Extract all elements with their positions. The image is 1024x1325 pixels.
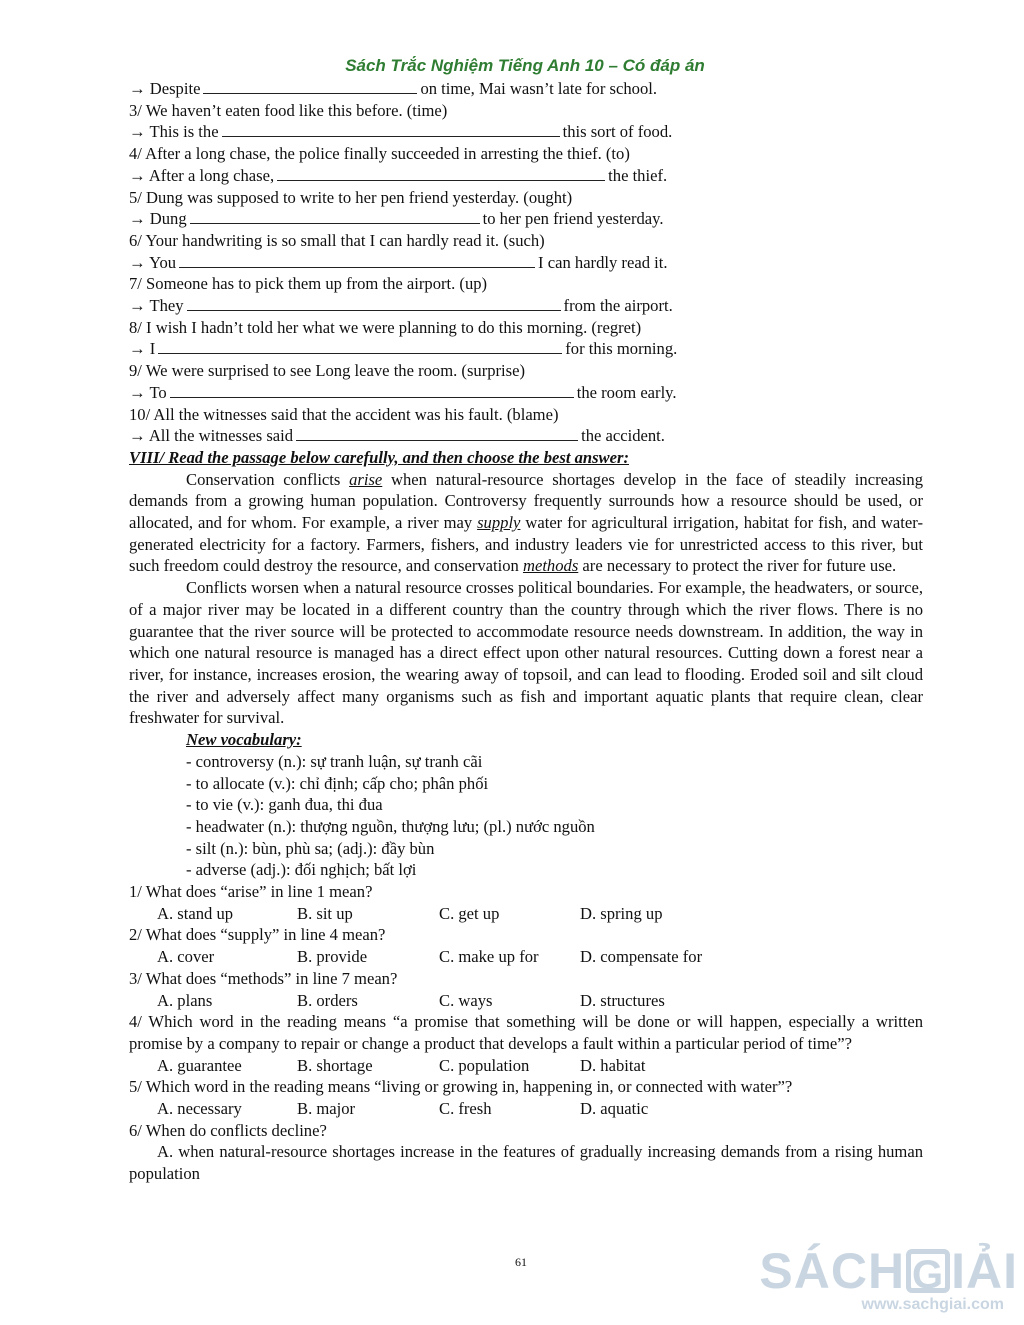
book-header: Sách Trắc Nghiệm Tiếng Anh 10 – Có đáp án <box>345 56 705 75</box>
rewrite-question: 3/ We haven’t eaten food like this before. (time) <box>129 100 448 120</box>
option-d[interactable]: D. habitat <box>580 1055 646 1075</box>
rewrite-answer-line: → Dung to her pen friend yesterday. <box>129 209 664 229</box>
keyword-methods: methods <box>522 556 579 576</box>
question-3 <box>129 968 923 1011</box>
answer-options <box>129 1098 923 1120</box>
vocab-title: New vocabulary: <box>186 730 302 750</box>
answer-blank[interactable] <box>158 339 562 354</box>
rewrite-question: 9/ We were surprised to see Long leave the room. (surprise) <box>129 361 526 381</box>
rewrite-question: 7/ Someone has to pick them up from the airport. (up) <box>129 274 488 294</box>
answer-options <box>129 990 923 1012</box>
vocab-item: - controversy (n.): sự tranh luận, sự tranh cãi <box>186 751 483 771</box>
option-a[interactable]: A. when natural-resource shortages increase in the features of gradually increasing demands from a rising human population <box>129 1142 923 1184</box>
option-c[interactable]: C. make up for <box>439 947 539 967</box>
option-d[interactable]: D. spring up <box>580 903 663 923</box>
vocab-item: - to vie (v.): ganh đua, thi đua <box>186 795 383 815</box>
option-b[interactable]: B. major <box>297 1099 356 1119</box>
question-2 <box>129 924 923 967</box>
answer-blank[interactable] <box>187 296 561 311</box>
question-1 <box>129 881 923 924</box>
rewrite-answer-line: → They from the airport. <box>129 296 673 316</box>
keyword-supply: supply <box>477 513 521 533</box>
passage-paragraph-2: Conflicts worsen when a natural resource crosses political boundaries. For example, the headwaters, or source, of a major river may be located in a different country than the country through which the river flows. There is no guarantee that the river source will be protected to accommodate resource needs downstream. In addition, the way in which one natural resource is managed has a direct effect upon other natural resources. Cutting down a forest near a river, for instance, increases erosion, the wearing away of topsoil, and can lead to flooding. Eroded soil and silt cloud the river and adversely affect many organisms such as fish and important aquatic plants that require clean, clear freshwater for survival. <box>129 578 923 728</box>
sachgiai-logo: SÁCH G IẢI <box>759 1243 1018 1299</box>
option-d[interactable]: D. aquatic <box>580 1099 649 1119</box>
question-text: 4/ Which word in the reading means “a promise that something will be done or will happen, especially a written promise by a company to repair or change a product that develops a fault within a particular period of time”? <box>129 1012 923 1053</box>
question-text: 1/ What does “arise” in line 1 mean? <box>129 882 373 902</box>
section-title: VIII/ Read the passage below carefully, and then choose the best answer: <box>129 447 629 467</box>
vocab-item: - adverse (adj.): đối nghịch; bất lợi <box>186 860 417 880</box>
rewrite-answer-line: → All the witnesses said the accident. <box>129 426 665 446</box>
watermark-url: www.sachgiai.com <box>861 1296 1004 1313</box>
rewrite-answer-line: → I for this morning. <box>129 339 678 359</box>
answer-blank[interactable] <box>190 209 480 224</box>
rewrite-question: 10/ All the witnesses said that the accident was his fault. (blame) <box>129 404 559 424</box>
option-a[interactable]: A. guarantee <box>157 1055 242 1075</box>
rewrite-answer-line: → Despite on time, Mai wasn’t late for school. <box>129 79 658 98</box>
answer-blank[interactable] <box>179 253 535 268</box>
answer-options <box>129 1055 923 1077</box>
option-b[interactable]: B. shortage <box>297 1055 373 1075</box>
keyword-arise: arise <box>349 469 383 489</box>
page-number: 61 <box>515 1255 527 1269</box>
answer-blank[interactable] <box>277 166 605 181</box>
option-c[interactable]: C. population <box>439 1055 530 1075</box>
option-c[interactable]: C. ways <box>439 990 493 1010</box>
rewrite-question: 6/ Your handwriting is so small that I can hardly read it. (such) <box>129 230 545 250</box>
question-text: 5/ Which word in the reading means “living or growing in, happening in, or connected with water”? <box>129 1077 793 1097</box>
option-d[interactable]: D. compensate for <box>580 947 703 967</box>
option-b[interactable]: B. provide <box>297 947 368 967</box>
rewrite-question: 4/ After a long chase, the police finally succeeded in arresting the thief. (to) <box>129 144 630 164</box>
answer-options <box>129 946 923 968</box>
passage-paragraph-1: Conservation conflicts arise when natural-resource shortages develop in the face of steadily increasing demands from a growing human population. Controversy frequently surrounds how a resource should be used, or allocated, and for whom. For example, a river may supply water for agricultural irrigation, habitat for fish, and water-generated electricity for a factory. Farmers, fishers, and industry leaders vie for unrestricted access to this river, but such freedom could destroy the resource, and conservation methods are necessary to protect the river for future use. <box>129 469 923 576</box>
question-text: 6/ When do conflicts decline? <box>129 1120 327 1140</box>
option-a[interactable]: A. plans <box>157 990 213 1010</box>
option-c[interactable]: C. get up <box>439 903 500 923</box>
rewrite-answer-line: → To the room early. <box>129 382 677 402</box>
option-c[interactable]: C. fresh <box>439 1099 492 1119</box>
page-content <box>129 78 923 1185</box>
rewrite-question: 5/ Dung was supposed to write to her pen friend yesterday. (ought) <box>129 187 573 207</box>
option-a[interactable]: A. necessary <box>157 1099 242 1119</box>
answer-blank[interactable] <box>170 383 574 398</box>
rewrite-answer-line: → After a long chase, the thief. <box>129 165 668 185</box>
answer-blank[interactable] <box>296 426 578 441</box>
vocab-item: - headwater (n.): thượng nguồn, thượng lưu; (pl.) nước nguồn <box>186 816 595 836</box>
answer-blank[interactable] <box>203 79 417 94</box>
question-text: 3/ What does “methods” in line 7 mean? <box>129 968 398 988</box>
option-d[interactable]: D. structures <box>580 990 665 1010</box>
option-b[interactable]: B. orders <box>297 990 358 1010</box>
question-text: 2/ What does “supply” in line 4 mean? <box>129 925 386 945</box>
option-b[interactable]: B. sit up <box>297 903 353 923</box>
rewrite-question: 8/ I wish I hadn’t told her what we were planning to do this morning. (regret) <box>129 317 642 337</box>
answer-options <box>129 903 923 925</box>
answer-blank[interactable] <box>222 122 560 137</box>
rewrite-answer-line: → This is the this sort of food. <box>129 122 673 142</box>
option-a[interactable]: A. cover <box>157 947 215 967</box>
vocab-item: - silt (n.): bùn, phù sa; (adj.): đầy bùn <box>186 838 435 858</box>
question-6 <box>129 1120 923 1185</box>
question-4 <box>129 1011 923 1076</box>
option-a[interactable]: A. stand up <box>157 903 234 923</box>
vocab-item: - to allocate (v.): chỉ định; cấp cho; phân phối <box>186 773 489 793</box>
question-5 <box>129 1076 923 1119</box>
rewrite-answer-line: → You I can hardly read it. <box>129 252 668 272</box>
